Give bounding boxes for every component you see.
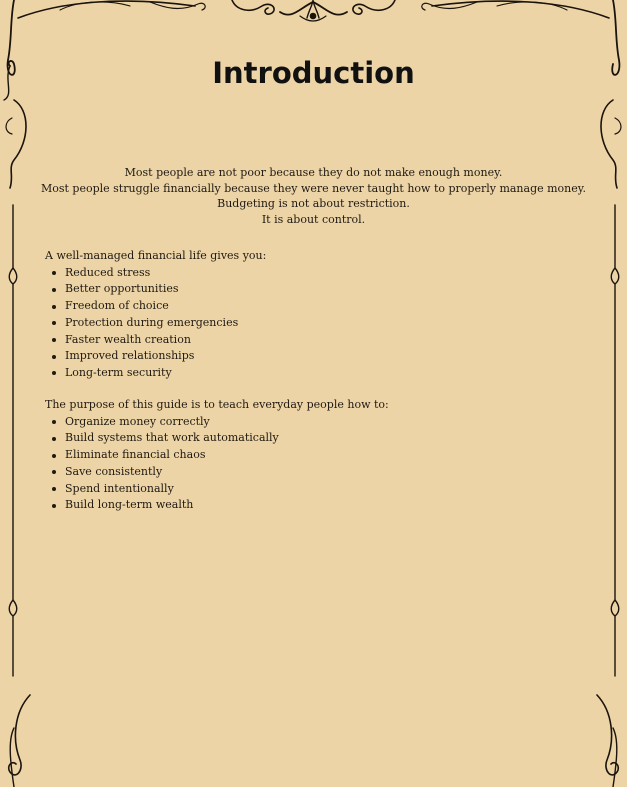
- intro-line: Budgeting is not about restriction.: [217, 197, 410, 210]
- purpose-list: [45, 414, 585, 514]
- list-item: Better opportunities: [65, 281, 585, 298]
- list-item: Long-term security: [65, 365, 585, 382]
- intro-line: It is about control.: [261, 212, 366, 226]
- list-item: Freedom of choice: [65, 298, 585, 315]
- list-item: Spend intentionally: [65, 481, 585, 498]
- benefits-section: [45, 248, 585, 382]
- top-center-flourish: [232, 0, 395, 21]
- purpose-lead: The purpose of this guide is to teach everyday people how to:: [45, 398, 389, 411]
- page-title: Introduction: [212, 56, 415, 90]
- intro-line: Most people struggle financially because they were never taught how to properly manage money.: [40, 181, 587, 195]
- list-item: Build long-term wealth: [65, 497, 585, 514]
- benefits-lead: A well-managed financial life gives you:: [45, 249, 267, 262]
- list-item: Faster wealth creation: [65, 332, 585, 349]
- purpose-section: [45, 397, 585, 514]
- list-item: Save consistently: [65, 464, 585, 481]
- list-item: Organize money correctly: [65, 414, 585, 431]
- intro-paragraph: [0, 165, 627, 227]
- benefits-list: [45, 265, 585, 382]
- list-item: Eliminate financial chaos: [65, 447, 585, 464]
- list-item: Protection during emergencies: [65, 315, 585, 332]
- intro-line: Most people are not poor because they do not make enough money.: [124, 166, 503, 179]
- list-item: Improved relationships: [65, 348, 585, 365]
- list-item: Reduced stress: [65, 265, 585, 282]
- list-item: Build systems that work automatically: [65, 430, 585, 447]
